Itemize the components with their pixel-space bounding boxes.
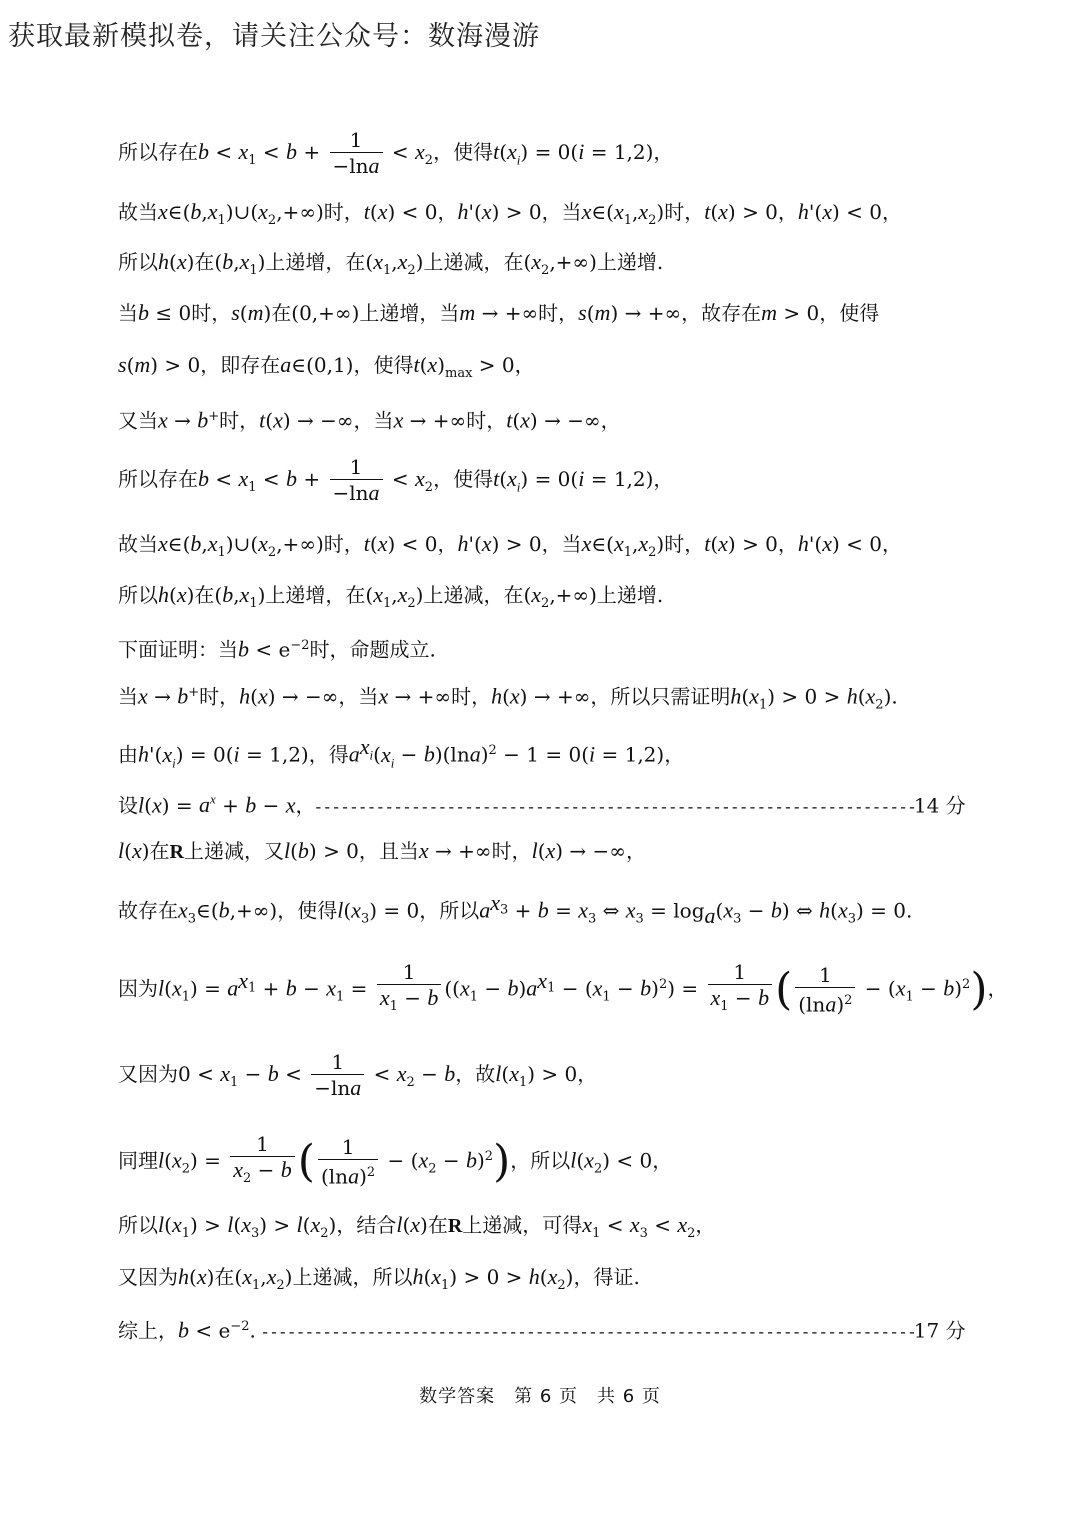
solution-line-15: 故存在$x_3\in(b,+\infty)$，使得$l(x_3) = 0$，所以$a^{x_3} + b = x_3$ ⇔ $x_3 = \log_a(x_3 - b)$ ⇔ $h(x_3) = 0$. <box>118 890 913 928</box>
solution-line-20: 又因为h(x)在$(x_1,x_2)$上递减，所以$h(x_1) > 0 > h(x_2)$，得证. <box>118 1264 640 1293</box>
solution-line-17: 又因为$0 < x_1 - b$ < $\frac{1}{-\ln a}$ < $x_2 - b$，故$l(x_1) > 0$， <box>118 1050 598 1100</box>
score-14: 14 分 <box>913 793 966 818</box>
solution-line-13: 设$l(x) = a^x + b - x$，- - - - - - - - - - - - - - - - - - - - - - - - - - - - - - - - - - - - - - - - - - - - - - - - - - - - - - - - - - - - - - - - - - - -14 分 <box>118 792 966 818</box>
solution-line-2: 故当$x\in(b,x_1)\cup(x_2,+\infty)$时，t(x) < 0，h'(x) > 0，当$x\in(x_1,x_2)$时，t(x) > 0，h'(x) < 0， <box>118 199 902 228</box>
dash-leader-14: - - - - - - - - - - - - - - - - - - - - - - - - - - - - - - - - - - - - - - - - - - - - - - - - - - - - - - - - - - - - - - - - - - - - <box>315 797 914 817</box>
solution-line-1: 所以存在$b < x_1 < b$ + $\frac{1}{-\ln a}$ < $x_2$，使得$t(x_i) = 0(i = 1,2)$， <box>118 128 674 178</box>
solution-line-16: 因为$l(x_1) = a^{x_1} + b - x_1$ = $\frac{1}{x_1 - b}$ $((x_1 - b)a^{x_1} - (x_1 - b)^2)$ = $\frac{1}{x_1 - b}$ ( $\frac{1}{(\ln a)^2}$ − $(x_1 - b)^2$)， <box>118 960 1008 1017</box>
solution-line-12: 由$h'(x_i) = 0(i = 1,2)$，得$a^{x_i}(x_i - b)(\ln a)^2 - 1 = 0(i = 1,2)$， <box>118 734 685 771</box>
solution-line-21: 综上，$b < e^{-2}$. - - - - - - - - - - - - - - - - - - - - - - - - - - - - - - - - - - - - - - - - - - - - - - - - - - - - - - - - - - - - - - - - - - - - - - - - - -17 分 <box>118 1317 966 1343</box>
solution-line-4: 当b ≤ 0时，s(m)在(0,+∞)上递增，当m → +∞时，s(m) → +∞，故存在m > 0，使得 <box>118 300 880 325</box>
score-17: 17 分 <box>913 1318 966 1343</box>
solution-line-5: s(m) > 0，即存在a∈(0,1)，使得$t(x)_{max} > 0$， <box>118 352 535 381</box>
solution-line-6: 又当x → b+时，t(x) → −∞，当x → +∞时，t(x) → −∞， <box>118 407 621 433</box>
watermark-banner: 获取最新模拟卷，请关注公众号：数海漫游 <box>8 21 540 52</box>
dash-leader-17: - - - - - - - - - - - - - - - - - - - - - - - - - - - - - - - - - - - - - - - - - - - - - - - - - - - - - - - - - - - - - - - - - - - - - - - - - - <box>262 1322 914 1342</box>
solution-line-14: l(x)在R上递减，又l(b) > 0，且当x → +∞时，l(x) → −∞， <box>118 838 646 863</box>
solution-line-18: 同理$l(x_2)$ = $\frac{1}{x_2 - b}$ ( $\frac{1}{(\ln a)^2}$ − $(x_2 - b)^2$)，所以$l(x_2) < 0$， <box>118 1132 673 1189</box>
solution-line-11: 当x → b+时，h(x) → −∞，当x → +∞时，h(x) → +∞，所以只需证明$h(x_1) > 0 > h(x_2)$. <box>118 683 898 713</box>
solution-line-10: 下面证明：当$b < e^{-2}$时，命题成立. <box>118 636 436 662</box>
solution-line-19: 所以$l(x_1) > l(x_3) > l(x_2)$，结合l(x)在R上递减，可得$x_1 < x_3 < x_2$， <box>118 1212 716 1241</box>
solution-line-9: 所以h(x)在$(b,x_1)$上递增，在$(x_1,x_2)$上递减，在$(x_2,+\infty)$上递增. <box>118 582 664 611</box>
page-footer: 数学答案 第 6 页 共 6 页 <box>419 1386 661 1407</box>
solution-line-8: 故当$x\in(b,x_1)\cup(x_2,+\infty)$时，t(x) < 0，h'(x) > 0，当$x\in(x_1,x_2)$时，t(x) > 0，h'(x) < 0， <box>118 531 902 560</box>
solution-line-3: 所以h(x)在$(b,x_1)$上递增，在$(x_1,x_2)$上递减，在$(x_2,+\infty)$上递增. <box>118 249 664 278</box>
solution-line-7: 所以存在$b < x_1 < b$ + $\frac{1}{-\ln a}$ < $x_2$，使得$t(x_i) = 0(i = 1,2)$， <box>118 455 674 505</box>
